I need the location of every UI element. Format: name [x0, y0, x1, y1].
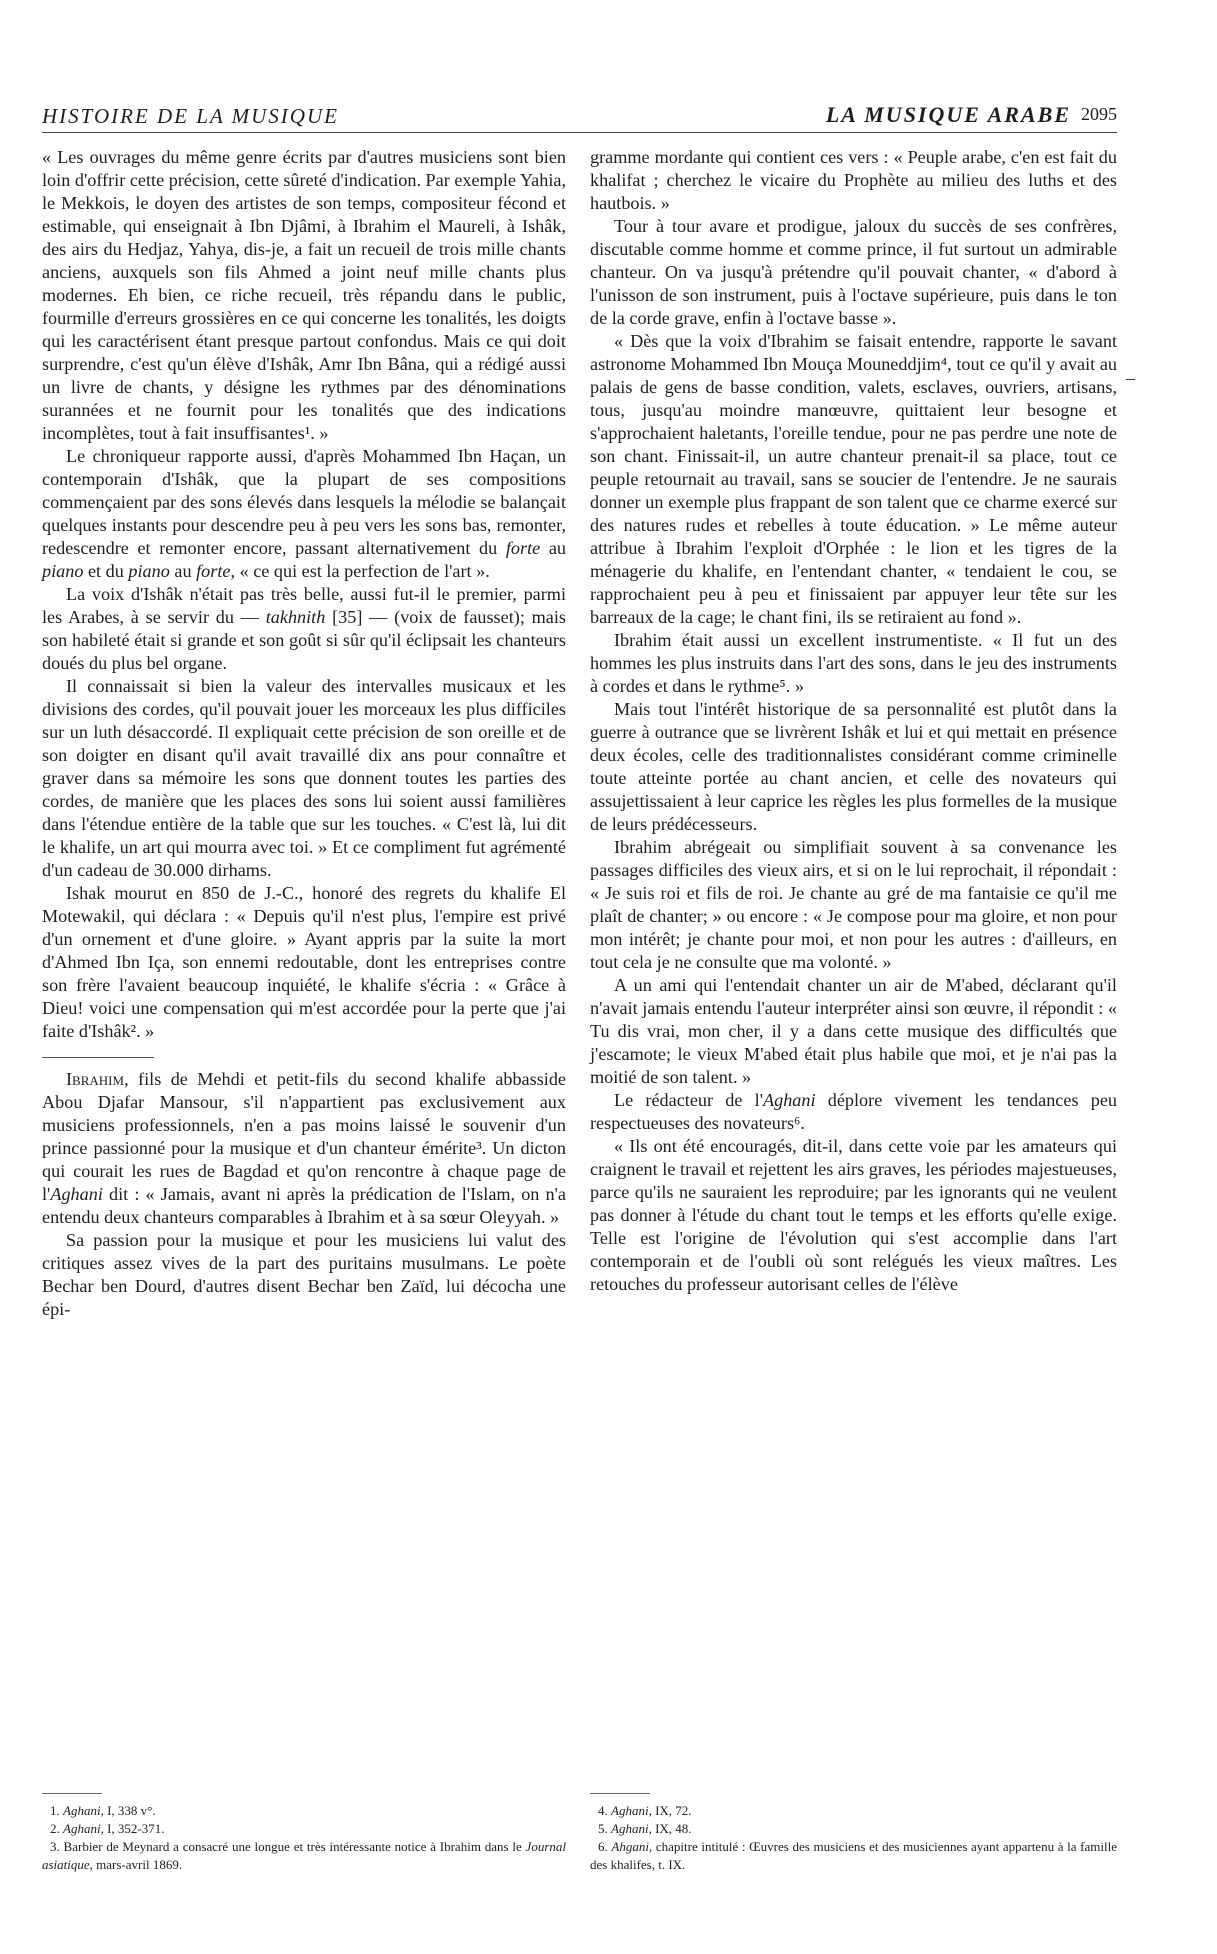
footnote-number: 5.	[598, 1821, 608, 1836]
italic-term: forte	[196, 561, 231, 581]
text-run: déplore vivement les tendances peu respectueuses des novateurs⁶.	[590, 1090, 1117, 1133]
small-caps-name: Ibrahim	[66, 1069, 125, 1089]
paragraph: Ibrahim abrégeait ou simplifiait souvent à sa convenance les passages difficiles des vieux airs, et si on le lui reprochait, il répondait : « Je suis roi et fils de roi. Je chante au gré de ma fantaisie ce qu'il me plaît de chanter; » ou encore : « Je compose pour ma gloire, et non pour mon intérêt; je chante pour moi, et non pour les autres : d'ailleurs, en tout cela je ne consulte que ma volonté. »	[590, 837, 1117, 972]
footnote-rule	[42, 1793, 102, 1794]
footnotes-left	[42, 1793, 566, 1874]
footnote	[42, 1802, 566, 1820]
running-header	[42, 100, 1117, 134]
italic-title: Aghani	[611, 1803, 649, 1818]
footnote	[590, 1820, 1117, 1838]
italic-title: Aghani	[50, 1184, 103, 1204]
header-right-title: LA MUSIQUE ARABE	[825, 102, 1071, 127]
footnote-number: 4.	[598, 1803, 608, 1818]
italic-title: Aghani	[611, 1821, 649, 1836]
italic-title: Journal asiatique	[42, 1839, 566, 1872]
paragraph	[42, 1068, 566, 1229]
italic-title: Ahgani	[611, 1839, 649, 1854]
paragraph: « Dès que la voix d'Ibrahim se faisait entendre, rapporte le savant astronome Mohammed Ibn Mouça Mouneddjim⁴, tout ce qu'il y avait au palais de gens de basse condition, valets, esclaves, ouvriers, artisans, tous, jusqu'au moindre manœuvre, quittaient leur besogne et s'approchaient haletants, l'oreille tendue, pour ne pas perdre une note de son chant. Finissait-il, un autre chanteur prenait-il sa place, tout ce peuple retournait au travail, sans se soucier de l'entendre. Je ne saurais donner un exemple plus frappant de son talent que ce charme exercé sur des natures rudes et rebelles à toute éducation. » Le même auteur attribue à Ibrahim l'exploit d'Orphée : le lion et les tigres de la ménagerie du khalife, en l'entendant chanter, « tendaient le cou, se rapprochaient peu à peu et finissaient par appuyer leur tête sur les barreaux de la cage; le chant fini, ils se retiraient au fond ».	[590, 331, 1117, 627]
paragraph	[42, 583, 566, 675]
italic-title: Aghani	[63, 1803, 101, 1818]
paragraph: Ishak mourut en 850 de J.-C., honoré des regrets du khalife El Motewakil, qui déclara : « Depuis qu'il n'est plus, l'empire est privé d'un ornement et d'une gloire. » Ayant appris par la suite la mort d'Ahmed Ibn Iça, son ennemi redoutable, dont les entreprises contre son frère l'avaient beaucoup inquiété, le khalife s'écria : « Grâce à Dieu! voici une compensation qui m'est accordée pour la perte que j'ai faite d'Ishâk². »	[42, 883, 566, 1041]
italic-term: piano	[42, 561, 84, 581]
italic-title: Aghani	[63, 1821, 101, 1836]
text-run: et du	[83, 561, 129, 581]
footnote-rule	[590, 1793, 650, 1794]
text-run: Le chroniqueur rapporte aussi, d'après Mohammed Ibn Haçan, un contemporain d'Ishâk, que la plupart de ses compositions commençaient par des sons élevés dans lesquels la mélodie se balançait quelques instants pour descendre peu à peu vers les sons bas, remonter, redescendre et remonter encore, passant alternativement du	[42, 446, 566, 558]
text-run: Le rédacteur de l'	[614, 1090, 763, 1110]
text-run: [35] — (voix de fausset); mais son habileté était si grande et son goût si sûr qu'il éclipsait les chanteurs doués du plus bel organe.	[42, 607, 567, 673]
text-run: au	[169, 561, 197, 581]
text-run: 6.	[598, 1839, 612, 1854]
italic-term: piano	[128, 561, 170, 581]
text-run: , IX, 72.	[648, 1803, 692, 1818]
footnote-number: 1.	[50, 1803, 60, 1818]
page-number: 2095	[1081, 104, 1117, 124]
text-run: , mars-avril 1869.	[89, 1857, 183, 1872]
section-separator	[42, 1057, 154, 1058]
footnote-number: 2.	[50, 1821, 60, 1836]
paragraph: Mais tout l'intérêt historique de sa personnalité est plutôt dans la guerre à outrance que se livrèrent Ishâk et lui et qui mettait en présence deux écoles, celle des traditionnalistes considérant comme criminelle toute atteinte portée au chant ancien, et celle des novateurs qui assujettissaient à leur caprice les règles les plus formelles de la musique de leurs prédécesseurs.	[590, 699, 1117, 834]
paragraph	[42, 445, 566, 583]
italic-term: forte	[505, 538, 541, 558]
italic-term: takhnith	[265, 607, 326, 627]
italic-title: Aghani	[762, 1090, 816, 1110]
text-run: La voix d'Ishâk n'était pas très belle, aussi fut-il le premier, parmi les Arabes, à se servir du —	[42, 584, 566, 627]
footnote	[42, 1820, 566, 1838]
paragraph: Tour à tour avare et prodigue, jaloux du succès de ses confrères, discutable comme homme et comme prince, il fut surtout un admirable chanteur. On va jusqu'à prétendre qu'il pouvait chanter, « d'abord à l'unisson de son instrument, puis à l'octave supérieure, puis dans le ton de la corde grave, enfin à l'octave basse ».	[590, 216, 1117, 328]
paragraph: Il connaissait si bien la valeur des intervalles musicaux et les divisions des cordes, qu'il pouvait jouer les morceaux les plus difficiles sur un luth désaccordé. Il expliquait cette précision de son oreille et de son doigter en disant qu'il avait travaillé dix ans pour connaître et graver dans sa mémoire les sons que donnent toutes les parties des cordes, de manière que les places des sons lui soient aussi familières dans l'étendue entière de la table que sur les touches. « C'est là, lui dit le khalife, un art qui mourra avec toi. » Et ce compliment fut agrémenté d'un cadeau de 30.000 dirhams.	[42, 676, 566, 880]
text-run: au	[540, 538, 566, 558]
footnote	[590, 1802, 1117, 1820]
text-run: , I, 338 v°.	[100, 1803, 156, 1818]
paragraph: Sa passion pour la musique et pour les musiciens lui valut des critiques assez vives de la part des puritains musulmans. Le poète Bechar ben Dourd, d'autres disent Bechar ben Zaïd, lui décocha une épi-	[42, 1230, 566, 1319]
header-rule	[42, 132, 1117, 133]
text-run: 3. Barbier de Meynard a consacré une longue et très intéressante notice à Ibrahim dans le	[50, 1839, 526, 1854]
paragraph: Ibrahim était aussi un excellent instrumentiste. « Il fut un des hommes les plus instruits dans l'art des sons, dans le jeu des instruments à cordes et dans le rythme⁵. »	[590, 630, 1117, 696]
footnote	[42, 1838, 566, 1874]
footnotes-right	[590, 1793, 1117, 1874]
text-run: , « ce qui est la perfection de l'art ».	[230, 561, 490, 581]
footnote	[590, 1838, 1117, 1874]
text-run: , IX, 48.	[648, 1821, 692, 1836]
paragraph: « Ils ont été encouragés, dit-il, dans cette voie par les amateurs qui craignent le travail et rejettent les airs graves, les périodes majestueuses, parce qu'ils ne sauraient les reproduire; par les ignorants qui ne veulent pas donner à l'étude du chant tout le temps et les efforts qu'elle exige. Telle est l'origine de l'évolution qui s'est accomplie dans l'art contemporain et de l'oubli où sont relégués les vieux maîtres. Les retouches du professeur autorisant celles de l'élève	[590, 1136, 1117, 1294]
text-run: , chapitre intitulé : Œuvres des musiciens et des musiciennes ayant appartenu à la famille des khalifes, t. IX.	[590, 1839, 1117, 1872]
right-column	[590, 146, 1117, 1296]
paragraph	[590, 1089, 1117, 1135]
paragraph: « Les ouvrages du même genre écrits par d'autres musiciens sont bien loin d'offrir cette précision, cette sûreté d'indication. Par exemple Yahia, le Mekkois, le doyen des artistes de son temps, compositeur fécond et estimable, qui enseignait à Ibn Djâmi, à Ibrahim el Maureli, à Ishâk, des airs du Hedjaz, Yahya, dis-je, a fait un recueil de trois mille chants anciens, auxquels son fils Ahmed a joint neuf mille chants plus modernes. Eh bien, ce riche recueil, très répandu dans le public, fourmille d'erreurs grossières en ce qui concerne les tonalités, les doigts qui les caractérisent étant presque partout confondus. Mais ce qui doit surprendre, c'est qu'un élève d'Ishâk, Amr Ibn Bâna, qui a rédigé aussi un livre de chants, y désigne les rythmes par des dénominations surannées et ne fournit pour les tonalités que des indications incomplètes, tout à fait insuffisantes¹. »	[42, 147, 566, 443]
paragraph: gramme mordante qui contient ces vers : « Peuple arabe, c'en est fait du khalifat ; cherchez le vicaire du Prophète au milieu des luths et des hautbois. »	[590, 147, 1117, 213]
left-column	[42, 146, 566, 1321]
text-run: , I, 352-371.	[100, 1821, 165, 1836]
header-left-title: HISTOIRE DE LA MUSIQUE	[42, 104, 339, 128]
paragraph: A un ami qui l'entendait chanter un air de M'abed, déclarant qu'il n'avait jamais entendu l'auteur interpréter ainsi son œuvre, il répondit : « Tu dis vrai, mon cher, il y a dans cette musique des difficultés que j'escamote; le vieux M'abed était plus habile que moi, et je n'ai pas la moitié de son talent. »	[590, 975, 1117, 1087]
margin-mark: –	[1126, 368, 1135, 388]
text-run: , fils de Mehdi et petit-fils du second khalife abbasside Abou Djafar Mansour, s'il n'appartient pas exclusivement aux musiciens professionnels, n'en a pas moins laissé le souvenir d'un prince passionné pour la musique et d'un chanteur émérite³. Un dicton qui courait les rues de Bagdad et qu'on rencontre à chaque page de l'	[42, 1069, 566, 1204]
text-run: dit : « Jamais, avant ni après la prédication de l'Islam, on n'a entendu deux chanteurs comparables à Ibrahim et à sa sœur Oleyyah. »	[42, 1184, 566, 1227]
